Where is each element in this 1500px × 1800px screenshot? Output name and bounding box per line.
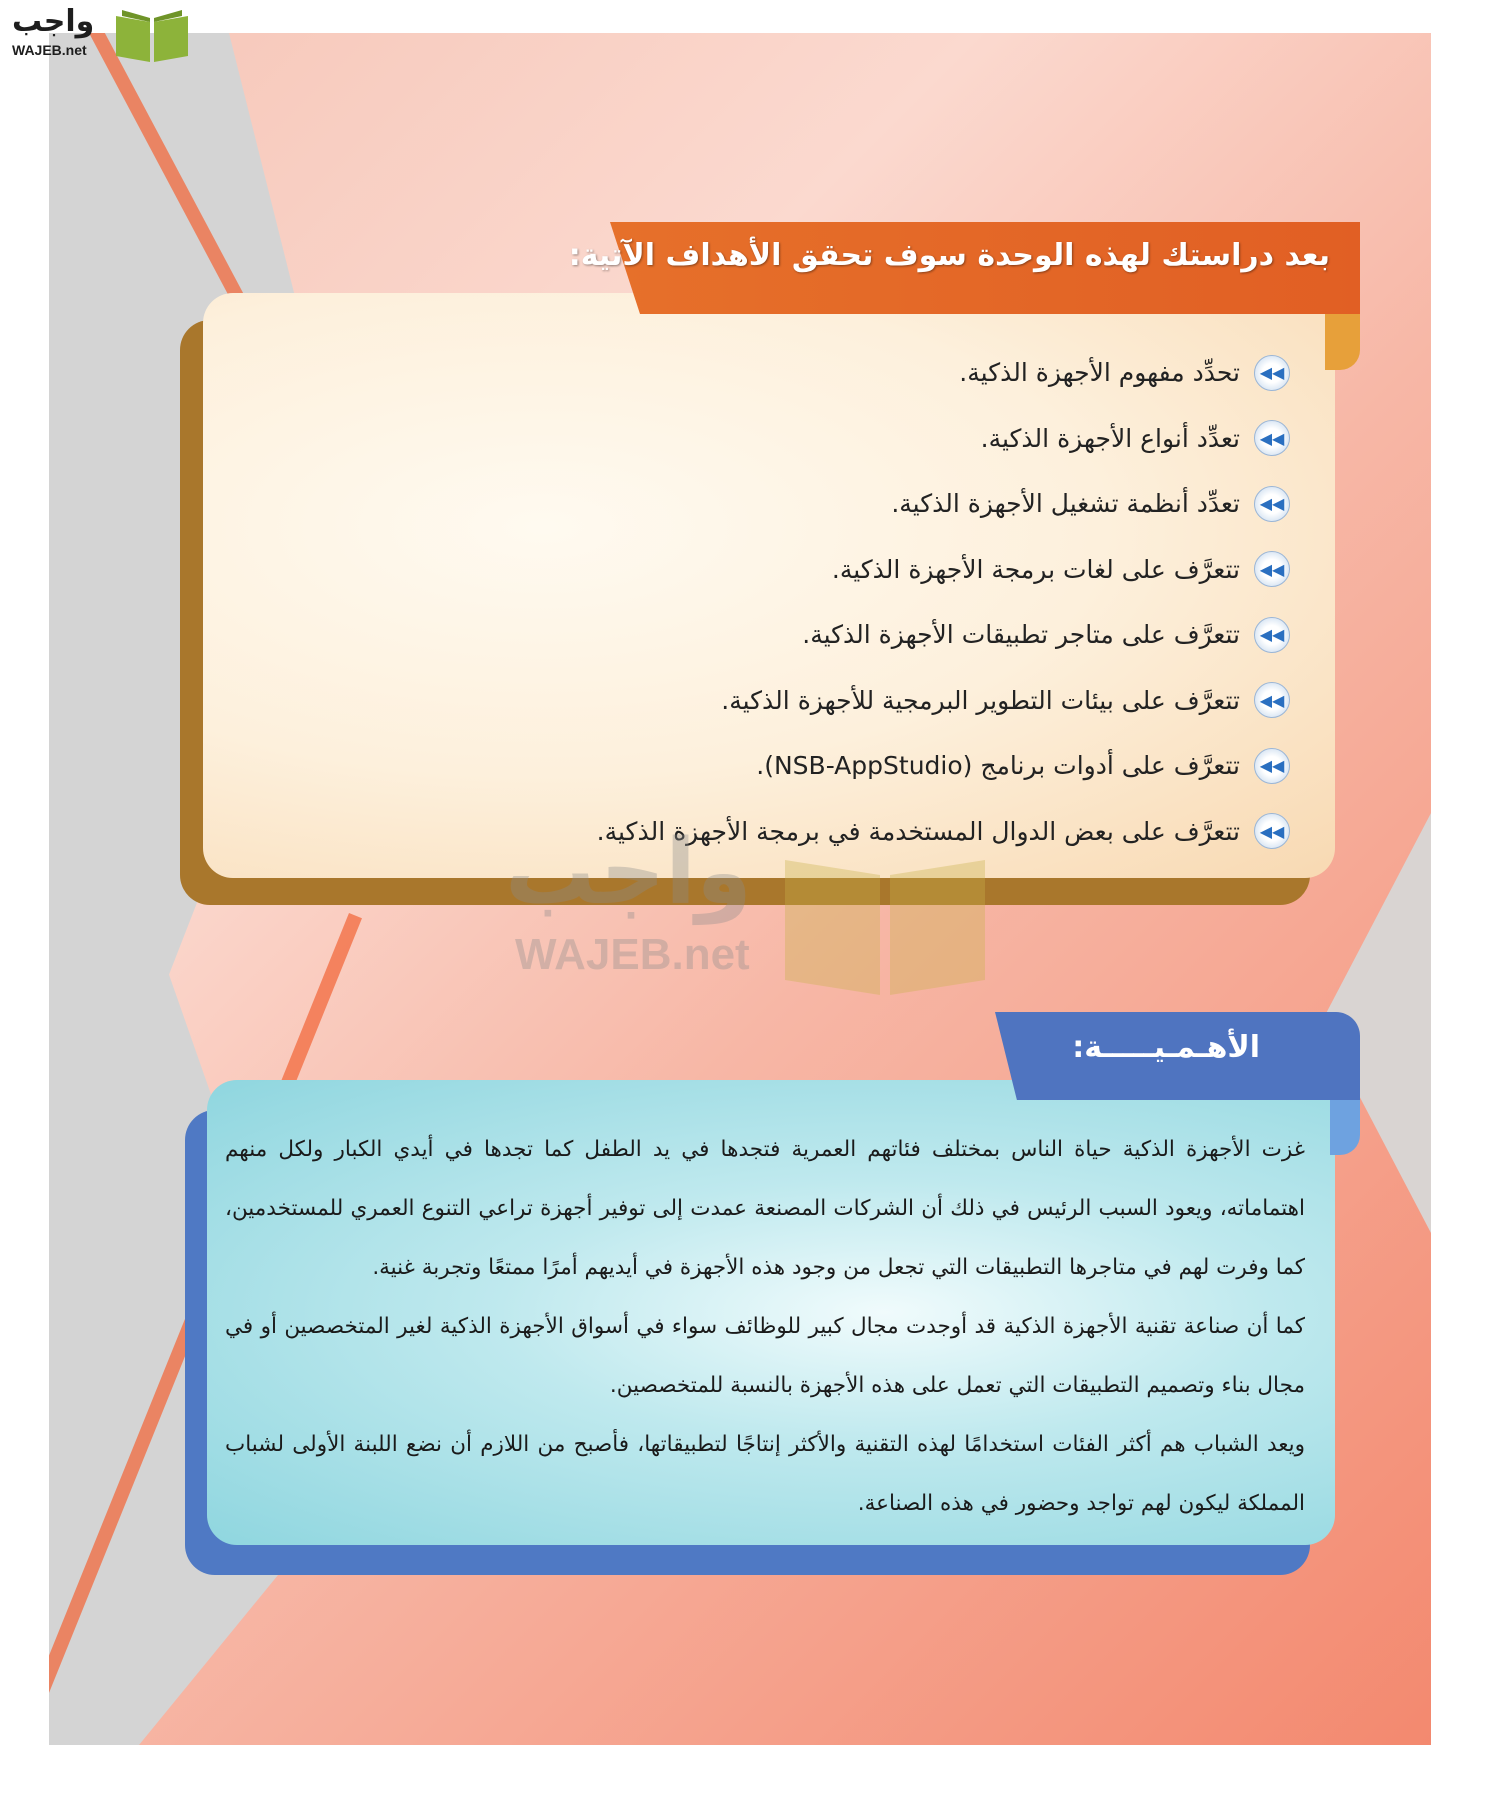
rewind-bullet-icon: ◀◀ xyxy=(1254,420,1290,456)
wajeb-logo[interactable] xyxy=(8,4,193,66)
rewind-bullet-icon: ◀◀ xyxy=(1254,551,1290,587)
importance-paragraph: غزت الأجهزة الذكية حياة الناس بمختلف فئاتهم العمرية فتجدها في يد الطفل كما تجدها في أيدي الكبار ولكل منهم اهتماماته، ويعود السبب الرئيس في ذلك أن الشركات المصنعة عمدت إلى توفير أجهزة تراعي التنوع العمري للمستخدمين، كما وفرت لهم في متاجرها التطبيقات التي تجعل من وجود هذه الأجهزة في أيديهم أمرًا ممتعًا وتجربة غنية. xyxy=(225,1137,1305,1280)
objective-text: تعدِّد أنواع الأجهزة الذكية. xyxy=(980,423,1240,453)
objective-text: تحدِّد مفهوم الأجهزة الذكية. xyxy=(959,358,1240,388)
objective-text: تتعرَّف على أدوات برنامج (NSB-AppStudio). xyxy=(756,751,1240,781)
objective-item xyxy=(290,733,1290,799)
watermark-latin: WAJEB.net xyxy=(515,930,750,979)
logo-arabic: واجب xyxy=(12,4,95,39)
watermark xyxy=(505,820,1005,1000)
importance-paragraph: كما أن صناعة تقنية الأجهزة الذكية قد أوجدت مجال كبير للوظائف سواء في أسواق الأجهزة الذكية لغير المتخصصين أو في مجال بناء وتصميم التطبيقات التي تعمل على هذه الأجهزة بالنسبة للمتخصصين. xyxy=(225,1314,1305,1398)
objective-text: تتعرَّف على لغات برمجة الأجهزة الذكية. xyxy=(831,554,1240,584)
importance-paragraph: ويعد الشباب هم أكثر الفئات استخدامًا لهذه التقنية والأكثر إنتاجًا لتطبيقاتها، فأصبح من اللازم أن نضع اللبنة الأولى لشباب المملكة ليكون لهم تواجد وحضور في هذه الصناعة. xyxy=(225,1432,1305,1516)
objective-text: تتعرَّف على بعض الدوال المستخدمة في برمجة الأجهزة الذكية. xyxy=(596,816,1240,846)
objective-item xyxy=(290,340,1290,406)
rewind-bullet-icon: ◀◀ xyxy=(1254,813,1290,849)
importance-text xyxy=(225,1120,1305,1533)
logo-latin: WAJEB.net xyxy=(12,42,87,58)
rewind-bullet-icon: ◀◀ xyxy=(1254,682,1290,718)
book-icon xyxy=(112,8,192,64)
objective-item xyxy=(290,406,1290,472)
objectives-list xyxy=(290,340,1290,864)
rewind-bullet-icon: ◀◀ xyxy=(1254,748,1290,784)
importance-title: الأهـمـيـــــة: xyxy=(1072,1030,1260,1065)
watermark-book-icon xyxy=(775,840,995,1000)
rewind-bullet-icon: ◀◀ xyxy=(1254,486,1290,522)
objective-item xyxy=(290,471,1290,537)
objective-item xyxy=(290,602,1290,668)
objective-item xyxy=(290,668,1290,734)
importance-header-tab xyxy=(1330,1100,1360,1155)
objective-text: تتعرَّف على بيئات التطوير البرمجية للأجهزة الذكية. xyxy=(721,685,1240,715)
rewind-bullet-icon: ◀◀ xyxy=(1254,617,1290,653)
objective-item xyxy=(290,537,1290,603)
watermark-arabic: واجب xyxy=(505,820,752,925)
objective-text: تتعرَّف على متاجر تطبيقات الأجهزة الذكية. xyxy=(802,620,1240,650)
objective-text: تعدِّد أنظمة تشغيل الأجهزة الذكية. xyxy=(891,489,1240,519)
rewind-bullet-icon: ◀◀ xyxy=(1254,355,1290,391)
objectives-title: بعد دراستك لهذه الوحدة سوف تحقق الأهداف الآتية: xyxy=(568,238,1330,273)
